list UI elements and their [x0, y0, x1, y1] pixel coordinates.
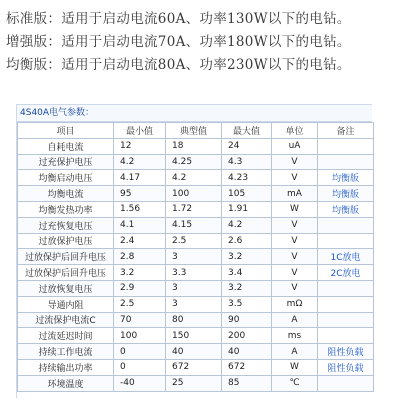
- table-title: 4S40A电气参数：: [17, 105, 372, 122]
- cell-max: 3.4: [222, 265, 272, 281]
- table-row: [18, 375, 374, 391]
- parameters-table: [17, 122, 374, 392]
- cell-typical: 1.72: [166, 201, 222, 217]
- cell-note: 均衡版: [318, 186, 374, 202]
- cell-note: [318, 312, 374, 328]
- cell-item: 过充保护电压: [18, 154, 114, 170]
- cell-item: 自耗电流: [18, 138, 114, 154]
- table-row: [18, 265, 374, 281]
- cell-note: [318, 138, 374, 154]
- cell-item: 均衡发热功率: [18, 201, 114, 217]
- cell-max: 200: [222, 328, 272, 344]
- table-row: [18, 233, 374, 249]
- cell-unit: V: [272, 170, 318, 186]
- cell-max: 3.2: [222, 249, 272, 265]
- header-min: 最小值: [114, 123, 166, 139]
- cell-note: [318, 328, 374, 344]
- cell-note: 1C放电: [318, 249, 374, 265]
- cell-item: 过充恢复电压: [18, 217, 114, 233]
- cell-max: 2.6: [222, 233, 272, 249]
- cell-max: 24: [222, 138, 272, 154]
- cell-typical: 3: [166, 296, 222, 312]
- table-row: [18, 154, 374, 170]
- cell-note: [318, 154, 374, 170]
- cell-max: 4.23: [222, 170, 272, 186]
- cell-unit: V: [272, 154, 318, 170]
- table-row: [18, 249, 374, 265]
- standard-version-text: 标准版：适用于启动电流60A、功率130W以下的电钻。: [6, 11, 351, 27]
- cell-item: 持续输出功率: [18, 359, 114, 375]
- cell-note: [318, 296, 374, 312]
- cell-note: 阻性负载: [318, 359, 374, 375]
- cell-max: 105: [222, 186, 272, 202]
- cell-max: 1.91: [222, 201, 272, 217]
- cell-unit: uA: [272, 138, 318, 154]
- cell-min: 95: [114, 186, 166, 202]
- cell-unit: V: [272, 217, 318, 233]
- cell-typical: 4.15: [166, 217, 222, 233]
- cell-min: 3.2: [114, 265, 166, 281]
- cell-item: 过放保护后回升电压: [18, 265, 114, 281]
- cell-typical: 4.25: [166, 154, 222, 170]
- cell-max: 40: [222, 344, 272, 360]
- header-note: 备注: [318, 123, 374, 139]
- table-row: [18, 344, 374, 360]
- cell-note: 均衡版: [318, 201, 374, 217]
- cell-min: 0: [114, 359, 166, 375]
- cell-note: [318, 217, 374, 233]
- cell-unit: mA: [272, 186, 318, 202]
- cell-min: 70: [114, 312, 166, 328]
- cell-min: -40: [114, 375, 166, 391]
- cell-unit: ℃: [272, 375, 318, 391]
- cell-min: 4.1: [114, 217, 166, 233]
- cell-unit: A: [272, 312, 318, 328]
- cell-typical: 672: [166, 359, 222, 375]
- cell-item: 过放保护电压: [18, 233, 114, 249]
- header-unit: 单位: [272, 123, 318, 139]
- table-row: [18, 186, 374, 202]
- header-typical: 典型值: [166, 123, 222, 139]
- cell-typical: 100: [166, 186, 222, 202]
- table-row: [18, 328, 374, 344]
- enhanced-version-text: 增强版：适用于启动电流70A、功率180W以下的电钻。: [6, 34, 351, 50]
- cell-min: 4.2: [114, 154, 166, 170]
- cell-unit: A: [272, 344, 318, 360]
- header-max: 最大值: [222, 123, 272, 139]
- cell-note: [318, 233, 374, 249]
- cell-typical: 3: [166, 280, 222, 296]
- cell-unit: V: [272, 265, 318, 281]
- cell-unit: ms: [272, 328, 318, 344]
- cell-min: 12: [114, 138, 166, 154]
- table-row: [18, 280, 374, 296]
- cell-note: [318, 375, 374, 391]
- table-row: [18, 312, 374, 328]
- cell-typical: 40: [166, 344, 222, 360]
- cell-unit: V: [272, 249, 318, 265]
- cell-item: 过放恢复电压: [18, 280, 114, 296]
- table-row: [18, 201, 374, 217]
- cell-max: 3.5: [222, 296, 272, 312]
- cell-typical: 4.2: [166, 170, 222, 186]
- cell-unit: W: [272, 201, 318, 217]
- cell-item: 持续工作电流: [18, 344, 114, 360]
- cell-unit: V: [272, 233, 318, 249]
- cell-item: 均衡电流: [18, 186, 114, 202]
- header-item: 项目: [18, 123, 114, 139]
- cell-unit: V: [272, 280, 318, 296]
- cell-typical: 25: [166, 375, 222, 391]
- table-row: [18, 138, 374, 154]
- cell-item: 过放保护后回升电压: [18, 249, 114, 265]
- table-row: [18, 359, 374, 375]
- cell-max: 4.3: [222, 154, 272, 170]
- cell-max: 3.2: [222, 280, 272, 296]
- electrical-parameters-panel: [16, 104, 372, 398]
- cell-min: 0: [114, 344, 166, 360]
- cell-min: 2.9: [114, 280, 166, 296]
- cell-typical: 18: [166, 138, 222, 154]
- cell-typical: 150: [166, 328, 222, 344]
- cell-min: 2.8: [114, 249, 166, 265]
- cell-item: 环境温度: [18, 375, 114, 391]
- cell-max: 672: [222, 359, 272, 375]
- table-row: [18, 217, 374, 233]
- cell-min: 2.5: [114, 296, 166, 312]
- cell-unit: mΩ: [272, 296, 318, 312]
- cell-note: 2C放电: [318, 265, 374, 281]
- table-header-row: [18, 123, 374, 139]
- table-row: [18, 170, 374, 186]
- cell-min: 4.17: [114, 170, 166, 186]
- cell-note: [318, 280, 374, 296]
- cell-typical: 80: [166, 312, 222, 328]
- cell-min: 100: [114, 328, 166, 344]
- balanced-version-text: 均衡版：适用于启动电流80A、功率230W以下的电钻。: [6, 57, 351, 73]
- cell-max: 90: [222, 312, 272, 328]
- cell-typical: 3.3: [166, 265, 222, 281]
- cell-item: 均衡启动电压: [18, 170, 114, 186]
- cell-max: 4.2: [222, 217, 272, 233]
- cell-max: 85: [222, 375, 272, 391]
- cell-typical: 2.5: [166, 233, 222, 249]
- cell-note: 均衡版: [318, 170, 374, 186]
- cell-min: 2.4: [114, 233, 166, 249]
- cell-item: 过流延迟时间: [18, 328, 114, 344]
- table-row: [18, 296, 374, 312]
- version-descriptions: [6, 8, 396, 77]
- cell-unit: W: [272, 359, 318, 375]
- cell-min: 1.56: [114, 201, 166, 217]
- cell-item: 过流保护电流C: [18, 312, 114, 328]
- cell-note: 阻性负载: [318, 344, 374, 360]
- cell-typical: 3: [166, 249, 222, 265]
- cell-item: 导通内阻: [18, 296, 114, 312]
